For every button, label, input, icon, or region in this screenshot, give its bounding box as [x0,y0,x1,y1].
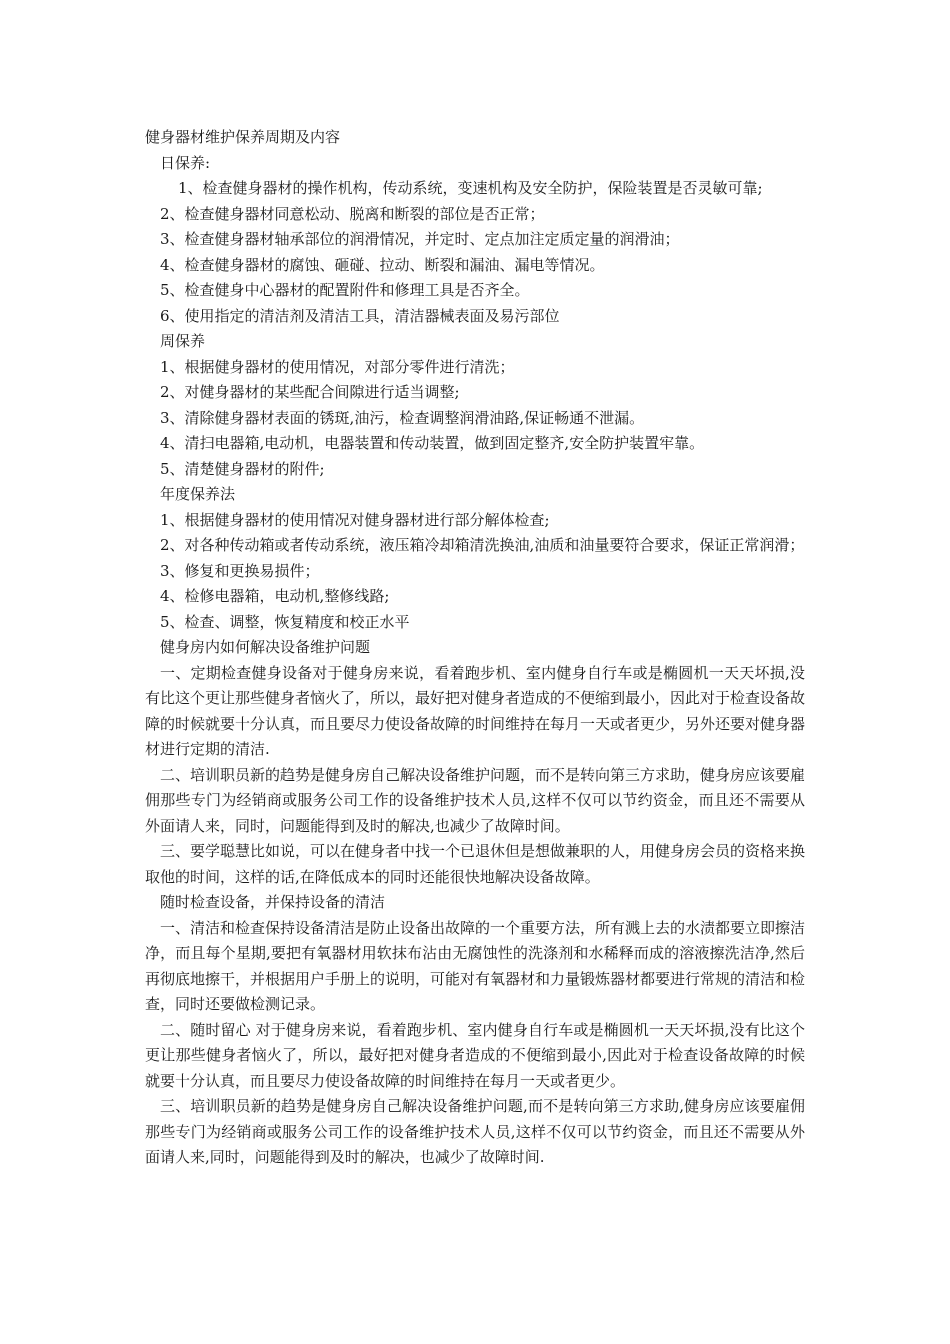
weekly-heading: 周保养 [160,332,206,350]
daily-item-4: 4、检查健身器材的腐蚀、砸碰、拉动、断裂和漏油、漏电等情况。 [160,255,605,274]
check-paragraph-3: 三、培训职员新的趋势是健身房自己解决设备维护问题,而不是转向第三方求助,健身房应该要雇佣那些专门为经销商或服务公司工作的设备维护技术人员,这样不仅可以节约资金，而且还不需要从外面请人来,同时，问题能得到及时的解决，也减少了故障时间. [145,1097,805,1166]
document-title: 健身器材维护保养周期及内容 [145,128,341,146]
weekly-item-2: 2、对健身器材的某些配合间隙进行适当调整; [160,383,460,401]
yearly-heading: 年度保养法 [160,485,236,503]
check-paragraph-2: 二、随时留心 对于健身房来说，看着跑步机、室内健身自行车或是椭圆机一天天坏损,没有比这个更让那些健身者恼火了，所以，最好把对健身者造成的不便缩到最小,因此对于检查设备故障的时候就要十分认真，而且要尽力使设备故障的时间维持在每月一天或者更少。 [145,1020,805,1090]
daily-item-3: 3、检查健身器材轴承部位的润滑情况，并定时、定点加注定质定量的润滑油； [160,230,680,248]
yearly-item-1: 1、根据健身器材的使用情况对健身器材进行部分解体检查; [160,510,550,529]
gym-paragraph-1: 一、定期检查健身设备对于健身房来说，看着跑步机、室内健身自行车或是椭圆机一天天坏损,没有比这个更让那些健身者恼火了，所以，最好把对健身者造成的不便缩到最小，因此对于检查设备故障的时候就要十分认真，而且要尽力使设备故障的时间维持在每月一天或者更少，另外还要对健身器材进行定期的清洁. [145,663,806,758]
document-body [145,125,805,1171]
check-paragraph-1: 一、清洁和检查保持设备清洁是防止设备出故障的一个重要方法，所有溅上去的水渍都要立即擦洁净，而且每个星期,要把有氧器材用软抹布沾由无腐蚀性的洗涤剂和水稀释而成的溶液擦洗洁净,然后再彻底地擦干，并根据用户手册上的说明，可能对有氧器材和力量锻炼器材都要进行常规的清洁和检查，同时还要做检测记录。 [145,918,806,1013]
daily-item-5: 5、检查健身中心器材的配置附件和修理工具是否齐全。 [160,281,530,299]
yearly-item-4: 4、检修电器箱，电动机,整修线路; [160,587,390,605]
daily-item-6: 6、使用指定的清洁剂及清洁工具，清洁器械表面及易污部位 [160,306,560,325]
daily-item-2: 2、检查健身器材同意松动、脱离和断裂的部位是否正常； [160,204,545,223]
weekly-item-4: 4、清扫电器箱,电动机，电器装置和传动装置，做到固定整齐,安全防护装置牢靠。 [160,434,705,452]
yearly-item-3: 3、修复和更换易损件； [160,561,320,580]
daily-heading: 日保养: [160,153,211,172]
daily-item-1: 1、检查健身器材的操作机构，传动系统，变速机构及安全防护，保险装置是否灵敏可靠; [178,179,763,197]
gym-paragraph-2: 二、培训职员新的趋势是健身房自己解决设备维护问题，而不是转向第三方求助，健身房应该要雇佣那些专门为经销商或服务公司工作的设备维护技术人员,这样不仅可以节约资金，而且还不需要从外面请人来，同时，问题能得到及时的解决,也减少了故障时间。 [145,765,806,835]
gym-heading: 健身房内如何解决设备维护问题 [160,638,371,656]
weekly-item-5: 5、清楚健身器材的附件; [160,459,325,478]
yearly-item-5: 5、检查、调整，恢复精度和校正水平 [160,612,410,631]
gym-paragraph-3: 三、要学聪慧比如说，可以在健身者中找一个已退休但是想做兼职的人，用健身房会员的资格来换取他的时间，这样的话,在降低成本的同时还能很快地解决设备故障。 [145,842,806,886]
yearly-item-2: 2、对各种传动箱或者传动系统，液压箱冷却箱清洗换油,油质和油量要符合要求，保证正常润滑； [160,536,805,554]
weekly-item-1: 1、根据健身器材的使用情况，对部分零件进行清洗； [160,357,515,376]
weekly-item-3: 3、清除健身器材表面的锈斑,油污，检查调整润滑油路,保证畅通不泄漏。 [160,408,645,427]
check-heading: 随时检查设备，并保持设备的清洁 [160,893,386,911]
